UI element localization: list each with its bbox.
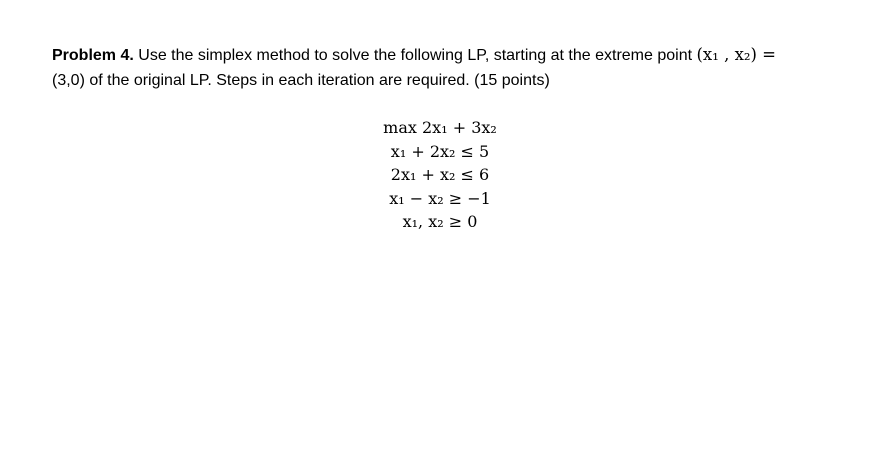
problem-text-part1: Use the simplex method to solve the following LP, starting at the extreme point xyxy=(133,47,697,64)
constraint-3: x₁ − x₂ ≥ −1 xyxy=(389,188,491,208)
objective-row xyxy=(340,116,540,140)
problem-statement xyxy=(52,42,852,93)
constraint-2: 2x₁ + x₂ ≤ 6 xyxy=(390,165,490,184)
problem-text-part2: (3,0) of the original LP. Steps in each iteration are required. (15 points) xyxy=(52,72,550,89)
problem-label: Problem 4. xyxy=(52,47,134,64)
extreme-point-math: (x₁ , x₂) = xyxy=(696,45,777,64)
linear-program xyxy=(340,116,540,234)
objective-expression: 2x₁ + 3x₂ xyxy=(422,118,497,137)
objective-keyword: max xyxy=(383,118,417,137)
constraint-1: x₁ + 2x₂ ≤ 5 xyxy=(390,141,490,161)
nonnegativity-constraint: x₁, x₂ ≥ 0 xyxy=(402,212,478,231)
